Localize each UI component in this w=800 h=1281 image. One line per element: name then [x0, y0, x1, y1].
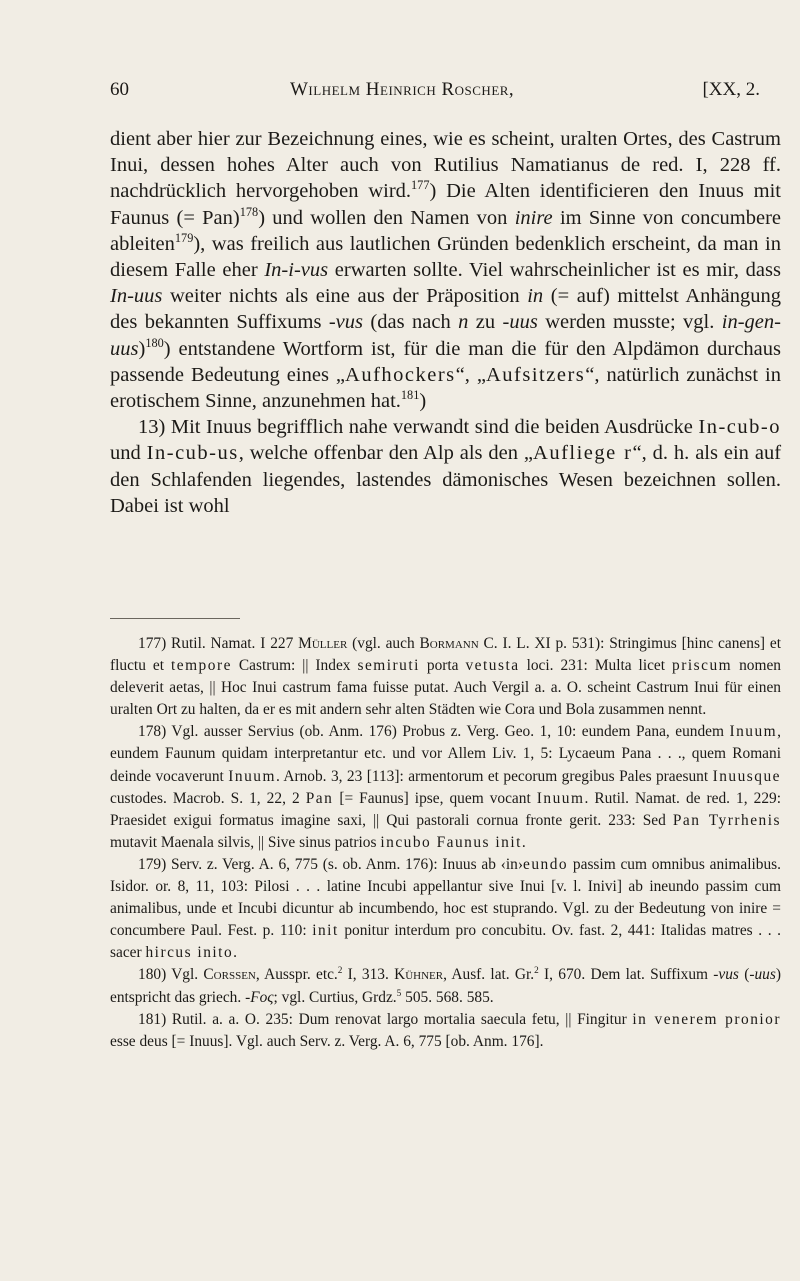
paragraph-incubus: 13) Mit Inuus begrifflich nahe verwandt sind die beiden Ausdrücke In-cub-o und In-cub-us, welche offenbar den Alp als den „Aufliege r“, d. h. als ein auf den Schlafenden liegendes, lastendes dämonisches Wesen bezeichnen sollen. Dabei ist wohl [110, 416, 782, 517]
page-number: 60 [110, 79, 129, 100]
footnote-178: 178) Vgl. ausser Servius (ob. Anm. 176) Probus z. Verg. Geo. 1, 10: eundem Pana, eundem Inuum, eundem Faunum quidam interpretantur etc. und vor Allem Liv. 1, 5: Lycaeum Pana . . ., quem Romani deinde vocaverunt Inuum. Arnob. 3, 23 [113]: armentorum et pecorum gregibus Pales praesunt Inuusque custodes. Macrob. S. 1, 22, 2 Pan [= Faunus] ipse, quem vocant Inuum. Rutil. Namat. de red. 1, 229: Praesidet exigui formatus imagine saxi, || Qui pastorali cornua fronte gerit. 233: Sed Pan Tyrrhenis mutavit Maenala silvis, || Sive sinus patrios incubo Faunus init. [110, 723, 781, 851]
volume-reference: [XX, 2. [702, 79, 760, 100]
footnote-179: 179) Serv. z. Verg. A. 6, 775 (s. ob. Anm. 176): Inuus ab ‹in›eundo passim cum omnibus animalibus. Isidor. or. 8, 11, 103: Pilosi . . . latine Incubi appellantur sive Inui [v. l. Inivi] ab ineundo passim cum animalibus, unde et Incubi dicuntur ab incumbendo, hoc est stuprando. Vgl. zu der Bedeutung von inire = concumbere Paul. Fest. p. 110: init ponitur interdum pro concubitu. Ov. fast. 2, 441: Italidas matres . . . sacer hircus inito. [110, 855, 781, 962]
footnote-ref-181[interactable]: 181 [400, 388, 420, 403]
footnotes [110, 633, 781, 1053]
footnote-ref-180[interactable]: 180 [145, 335, 164, 350]
footnote-separator [110, 618, 240, 619]
footnote-ref-178[interactable]: 178 [239, 204, 259, 219]
footnote-ref-177[interactable]: 177 [411, 178, 430, 193]
footnote-181: 181) Rutil. a. a. O. 235: Dum renovat largo mortalia saecula fetu, || Fingitur in venerem pronior esse deus [= Inuus]. Vgl. auch Serv. z. Verg. A. 6, 775 [ob. Anm. 176]. [110, 1010, 781, 1050]
running-title: Wilhelm Heinrich Roscher, [290, 79, 515, 100]
main-text [110, 126, 781, 519]
footnote-177: 177) Rutil. Namat. I 227 Müller (vgl. auch Bormann C. I. L. XI p. 531): Stringimus [hinc canens] et fluctu et tempore Castrum: || Index semiruti porta vetusta loci. 231: Multa licet priscum nomen deleverit aetas, || Hoc Inui castrum fama fuisse putat. Auch Vergil a. a. O. scheint Castrum Inui für einen uralten Ort zu halten, da er es mit andern sehr alten Städten wie Cora und Bola zusammen nennt. [110, 635, 782, 719]
footnote-ref-179[interactable]: 179 [174, 230, 194, 245]
paragraph-inuus: dient aber hier zur Bezeichnung eines, wie es scheint, uralten Ortes, des Castrum Inui, dessen hohes Alter auch von Rutilius Namatianus de red. I, 228 ff. nachdrücklich hervorgehoben wird.$^{177}$) Die Alten identificieren den Inuus mit Faunus (= Pan)$^{178}$) und wollen den Namen von inire im Sinne von concumbere ableiten$^{179}$), was freilich aus lautlichen Gründen bedenklich erscheint, da man in diesem Falle eher In-i-vus erwarten sollte. Viel wahrscheinlicher ist es mir, dass In-uus weiter nichts als eine aus der Präposition in (= auf) mittelst Anhängung des bekannten Suffixums -vus (das nach n zu -uus werden musste; vgl. in-gen-uus)$^{180}$) entstandene Wortform ist, für die man die für den Alpdämon durchaus passende Bedeutung eines „Aufhockers“, „Aufsitzers“, natürlich zunächst in erotischem Sinne, anzunehmen hat.$^{181}$) [110, 128, 781, 413]
footnote-180: 180) Vgl. Corssen, Ausspr. etc.$^2$ I, 313. Kühner, Ausf. lat. Gr.$^2$ I, 670. Dem lat. Suffixum -vus (-uus) entspricht das griech. -Ϝος; vgl. Curtius, Grdz.$^5$ 505. 568. 585. [110, 965, 781, 1006]
